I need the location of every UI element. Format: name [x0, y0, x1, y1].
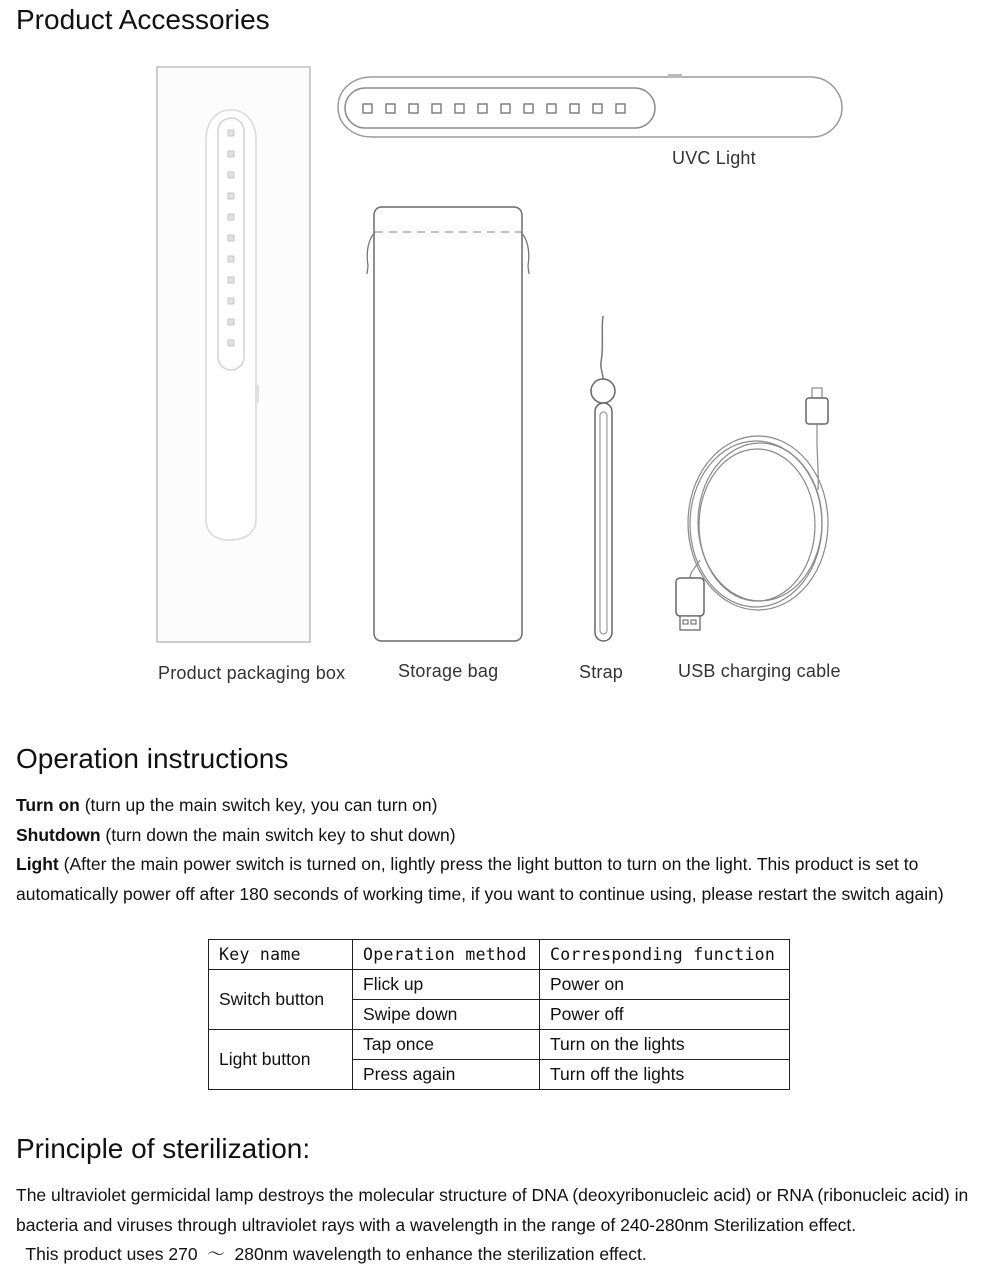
key-name-cell: Light button — [209, 1030, 353, 1090]
instruction-shutdown: Shutdown (turn down the main switch key to shut down) — [16, 824, 456, 845]
section-title-principle: Principle of sterilization: — [16, 1133, 311, 1164]
usb-cable-image — [676, 388, 828, 630]
section-title-operation: Operation instructions — [16, 743, 289, 774]
section-title-accessories: Product Accessories — [16, 4, 270, 35]
caption-uvc-light: UVC Light — [672, 148, 756, 168]
operation-table — [208, 939, 790, 1090]
header-key-name: Key name — [209, 940, 353, 970]
header-operation-method: Operation method — [353, 940, 540, 970]
table-header-row — [209, 940, 790, 970]
operation-cell: Tap once — [353, 1030, 540, 1060]
packaging-box-image — [157, 67, 310, 642]
function-cell: Power on — [540, 970, 790, 1000]
caption-packaging-box: Product packaging box — [158, 663, 346, 683]
principle-paragraph — [16, 1181, 986, 1270]
operation-cell: Flick up — [353, 970, 540, 1000]
operation-cell: Swipe down — [353, 1000, 540, 1030]
instruction-turn-on: Turn on (turn up the main switch key, you can turn on) — [16, 795, 438, 815]
principle-text: The ultraviolet germicidal lamp destroys the molecular structure of DNA (deoxyribonucleic acid) or RNA (ribonucleic acid) in bacteria and viruses through ultraviolet rays with a wavelength in the range of 240-280nm Sterilization effect. — [16, 1185, 969, 1235]
instruction-light: Light (After the main power switch is turned on, lightly press the light button to turn on the light. This product is set to automatically power off after 180 seconds of working time, if you want to continue using, please restart the switch again) — [16, 854, 944, 904]
principle-text-wavelength: This product uses 270 ～ 280nm wavelength to enhance the sterilization effect. — [16, 1244, 647, 1264]
table-row — [209, 1030, 790, 1060]
caption-usb-cable: USB charging cable — [678, 661, 841, 681]
table-row — [209, 970, 790, 1000]
uvc-light-image — [338, 74, 842, 137]
accessories-illustration — [0, 55, 1000, 695]
operation-cell: Press again — [353, 1060, 540, 1090]
function-cell: Power off — [540, 1000, 790, 1030]
caption-strap: Strap — [579, 662, 624, 682]
key-name-cell: Switch button — [209, 970, 353, 1030]
instructions-block — [16, 791, 984, 909]
storage-bag-image — [367, 207, 529, 641]
header-corresponding-function: Corresponding function — [540, 940, 790, 970]
caption-storage-bag: Storage bag — [398, 661, 499, 681]
strap-image — [591, 316, 615, 641]
function-cell: Turn off the lights — [540, 1060, 790, 1090]
function-cell: Turn on the lights — [540, 1030, 790, 1060]
